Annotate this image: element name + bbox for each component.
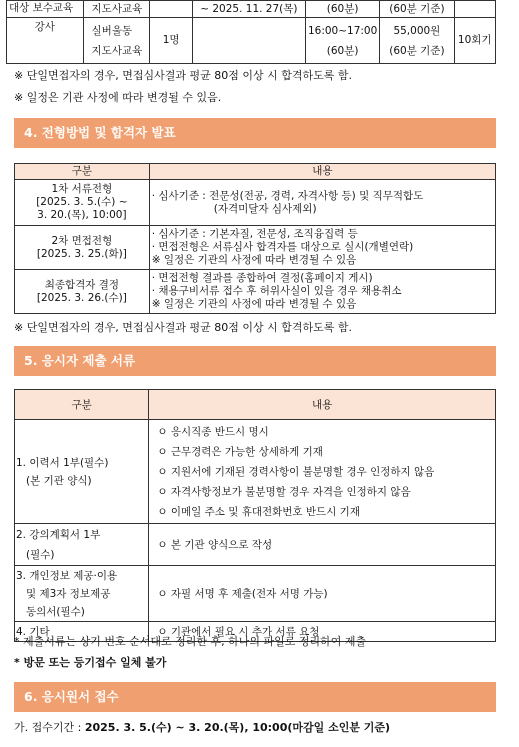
item-cell [15,566,149,622]
column-header: 구분 [15,164,150,180]
item-cell [15,420,149,524]
stage-cell [15,270,150,314]
table-cell [380,18,454,64]
table-cell: ~ 2025. 11. 27(목) [192,1,305,18]
stage-date: [2025. 3. 25.(화)] [36,247,127,260]
section-heading: 6. 응시원서 접수 [14,682,496,712]
content-line: ㅇ 본 기관 양식으로 작성 [157,538,273,551]
stage-date: 3. 20.(목), 10:00] [37,209,127,221]
content-cell [149,270,495,314]
content-line: ※ 일정은 기관의 사정에 따라 변경될 수 있음 [151,298,357,310]
content-cell [149,566,496,622]
stage-name: 2차 면접전형 [51,234,113,247]
stage-cell [15,180,150,226]
content-line: ㅇ 응시직종 반드시 명시 [157,425,269,438]
content-cell [149,180,495,226]
table-cell: 지도사교육 [83,1,150,18]
stage-name: 1차 서류전형 [51,183,113,195]
content-line: ㅇ 지원서에 기재된 경력사항이 불분명할 경우 인정하지 않음 [157,465,435,478]
item-line: 3. 개인정보 제공·이용 [16,569,118,582]
fee-basis: (60분 기준) [389,44,445,57]
table-cell [83,18,150,64]
table-cell: (60분 기준) [380,1,454,18]
content-line: ※ 일정은 기관의 사정에 따라 변경될 수 있음 [151,254,357,266]
column-header: 내용 [149,390,496,420]
note-line: * 제출서류는 상기 번호 순서대로 정리한 후, 하나의 파일로 정리하여 제출 [14,635,367,648]
stage-date: [2025. 3. 26.(수)] [36,291,127,304]
content-cell [149,226,495,270]
note-line: ※ 단일면접자의 경우, 면접심사결과 평균 80점 이상 시 합격하도록 함. [14,69,352,82]
item-line: (본 기관 양식) [26,474,92,487]
content-line: (자격미달자 심사제외) [213,202,317,215]
item-line: 1. 이력서 1부(필수) [16,456,109,469]
time-duration: (60분) [326,44,359,57]
section-heading: 4. 전형방법 및 합격자 발표 [14,118,496,148]
table-cell: 1명 [150,18,192,64]
content-cell [149,420,496,524]
apply-period [14,719,390,735]
item-line: 4. 기타 [16,626,50,638]
fee-value: 55,000원 [393,24,441,37]
item-line: 및 제3자 정보제공 [26,587,111,600]
note-line: ※ 일정은 기관 사정에 따라 변경될 수 있음. [14,91,222,104]
table-cell: 대상 보수교육 [7,1,84,18]
item-line: 2. 강의계획서 1부 [16,528,101,541]
item-line: (필수) [26,548,55,561]
column-header: 내용 [149,164,495,180]
lecture-fee-table [6,0,496,64]
note-line: ※ 단일면접자의 경우, 면접심사결과 평균 80점 이상 시 합격하도록 함. [14,321,352,334]
content-line: · 면접전형 결과를 종합하여 결정(홈페이지 게시) [151,272,373,284]
content-cell [149,524,496,566]
content-line: · 채용구비서류 접수 후 허위사실이 있을 경우 채용취소 [151,285,402,297]
item-cell [15,524,149,566]
note-line: * 방문 또는 등기접수 일체 불가 [14,656,167,669]
table-cell [305,18,379,64]
apply-period-value: 2025. 3. 5.(수) ~ 3. 20.(목), 10:00(마감일 소인분 기준) [84,721,391,734]
table-cell [192,18,305,64]
table-cell [150,1,192,18]
item-line: 동의서(필수) [26,605,85,618]
stage-name: 최종합격자 결정 [44,278,120,291]
table-cell: 강사 [7,18,84,64]
content-line: ㅇ 근무경력은 가능한 상세하게 기재 [157,445,323,458]
stage-date: [2025. 3. 5.(수) ~ [36,196,128,208]
table-cell: (60분) [305,1,379,18]
course-name: 실버울동 [91,24,133,37]
column-header: 구분 [15,390,149,420]
content-line: · 면접전형은 서류심사 합격자를 대상으로 실시(개별연락) [151,241,414,253]
documents-table [14,389,496,642]
apply-period-label: 가. 접수기간 : [14,721,85,734]
section-heading: 5. 응시자 제출 서류 [14,346,496,376]
table-cell: 10회기 [454,18,496,64]
content-line: ㅇ 자필 서명 후 제출(전자 서명 가능) [157,587,328,600]
content-line: · 심사기준 : 기본자질, 전문성, 조직융집력 등 [151,228,358,240]
content-line: ㅇ 기관에서 필요 시 추가 서류 요청 [157,625,320,638]
content-line: ㅇ 이메일 주소 및 휴대전화번호 반드시 기재 [157,505,360,518]
time-value: 16:00~17:00 [307,24,378,37]
table-cell [454,1,496,18]
content-line: · 심사기준 : 전문성(전공, 경력, 자격사항 등) 및 직무적합도 [151,189,424,202]
selection-table [14,163,496,314]
stage-cell [15,226,150,270]
course-name: 지도사교육 [91,44,143,57]
content-line: ㅇ 자격사항정보가 불분명할 경우 자격을 인정하지 않음 [157,485,411,498]
